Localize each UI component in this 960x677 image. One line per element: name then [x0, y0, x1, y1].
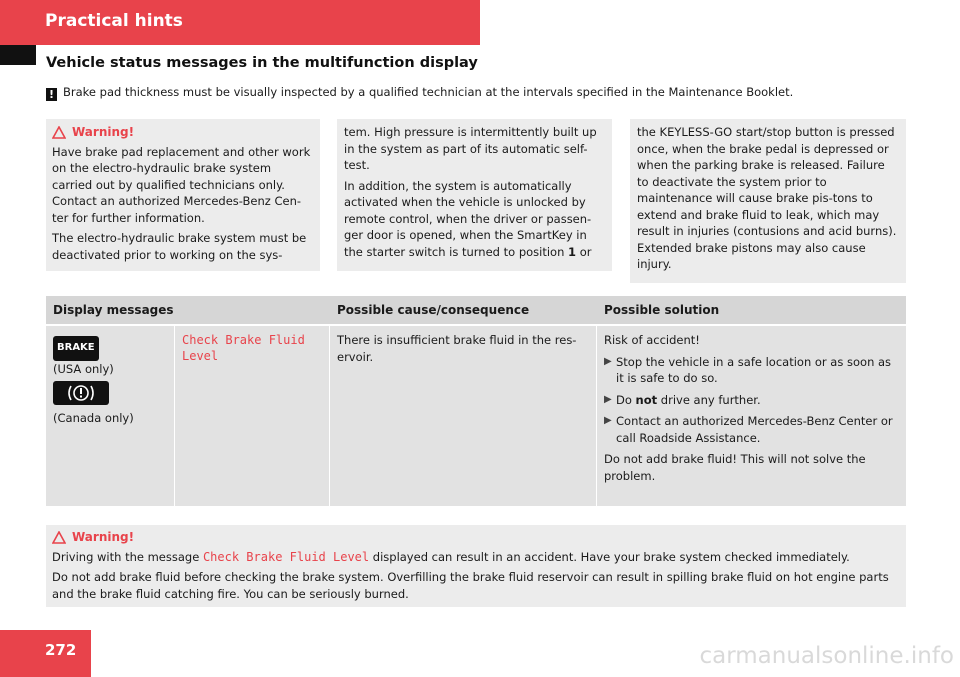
warning-box-bottom: [46, 525, 906, 607]
step-text: Stop the vehicle in a safe location or as soon as it is safe to do so.: [616, 354, 892, 385]
col2-paragraph-1: tem. High pressure is intermittently built up in the system as part of its automatic self-test.: [344, 125, 597, 172]
header-possible-solution: Possible solution: [604, 303, 720, 317]
brake-caution-icon: [53, 381, 109, 405]
warning-box-1: [46, 119, 320, 271]
continuation-box-2: [337, 119, 612, 271]
cell-solution: [597, 326, 906, 506]
warning2-paragraph-1: Driving with the message Check Brake Fluid Level displayed can result in an accident. Have your brake system checked immediately.: [52, 550, 850, 564]
cause-text: There is insufficient brake fluid in the res-ervoir.: [337, 333, 577, 364]
step-arrow-icon: ▶: [604, 393, 612, 405]
warning2-paragraph-2: Do not add brake fluid before checking the brake system. Overfilling the brake fluid reservoir can result in spilling brake fluid on hot engine parts and the brake fluid catching fire. You can be seriously burned.: [52, 570, 889, 601]
section-title: Vehicle status messages in the multifunction display: [46, 55, 478, 71]
page-number-box: [0, 630, 91, 677]
col1-paragraph-2: The electro-hydraulic brake system must be deactivated prior to working on the sys-: [52, 231, 307, 262]
warning-message-text: Check Brake Fluid Level: [202, 550, 370, 564]
header-bar: [0, 0, 480, 45]
col2-paragraph-2: [344, 178, 605, 261]
col2-paragraph-2-text: In addition, the system is automatically activated when the vehicle is unlocked by remote control, when the driver or passen-ger door is opened, when the SmartKey in the starter switch is turned to position: [344, 178, 592, 259]
col1-paragraph-1: Have brake pad replacement and other work on the electro-hydraulic brake system carried out by qualified technicians only. Contact an authorized Mercedes-Benz Cen-ter for further information.: [52, 144, 311, 225]
header-display-messages: Display messages: [53, 303, 174, 317]
corner-block: [0, 45, 36, 65]
warning-label: Warning!: [72, 530, 135, 544]
status-message-table: [46, 296, 906, 506]
brake-warning-icon: BRAKE: [53, 336, 99, 361]
page-number: 272: [45, 641, 77, 659]
step-text: Contact an authorized Mercedes-Benz Center or call Roadside Assistance.: [616, 414, 893, 445]
step-arrow-icon: ▶: [604, 415, 612, 426]
usa-only-label: (USA only): [53, 361, 114, 376]
step-arrow-icon: ▶: [604, 355, 612, 367]
warning-heading: [52, 529, 900, 546]
solution-step: [604, 392, 899, 409]
step-text: Do not drive any further.: [616, 392, 761, 407]
col3-paragraph-1: the KEYLESS-GO start/stop button is pressed once, when the brake pedal is depressed or when the parking brake is released. Failure to deactivate the system prior to maintenance will cause brake pis-tons to extend and brake fluid to leak, which may result in injuries (contusions and acid burns). Extended brake pistons may also cause injury.: [637, 125, 897, 271]
continuation-box-3: [630, 119, 906, 283]
warning-heading: [52, 124, 314, 141]
cell-display-icons: [46, 326, 174, 506]
position-number: 1: [568, 244, 577, 259]
maintenance-note: [46, 85, 793, 101]
exclamation-icon: !: [46, 88, 57, 101]
warning-triangle-icon: [52, 126, 66, 139]
cell-cause: [330, 326, 596, 506]
solution-end: Do not add brake fluid! This will not solve the problem.: [604, 452, 866, 483]
note-text: Brake pad thickness must be visually inspected by a qualified technician at the intervals specified in the Maintenance Booklet.: [63, 85, 794, 99]
table-header-row: [46, 296, 906, 324]
warning-triangle-icon: [52, 531, 66, 544]
solution-step: [604, 413, 899, 446]
col2-paragraph-2-end: or: [576, 244, 592, 259]
watermark-text: carmanualsonline.info: [699, 643, 954, 669]
cell-message: [175, 326, 329, 506]
canada-only-label: (Canada only): [53, 410, 134, 425]
warning-label: Warning!: [72, 125, 135, 139]
solution-step: [604, 354, 899, 387]
display-message-text: Check Brake Fluid Level: [182, 333, 305, 363]
header-possible-cause: Possible cause/consequence: [337, 303, 530, 317]
solution-intro: Risk of accident!: [604, 333, 700, 347]
header-title: Practical hints: [45, 11, 183, 31]
